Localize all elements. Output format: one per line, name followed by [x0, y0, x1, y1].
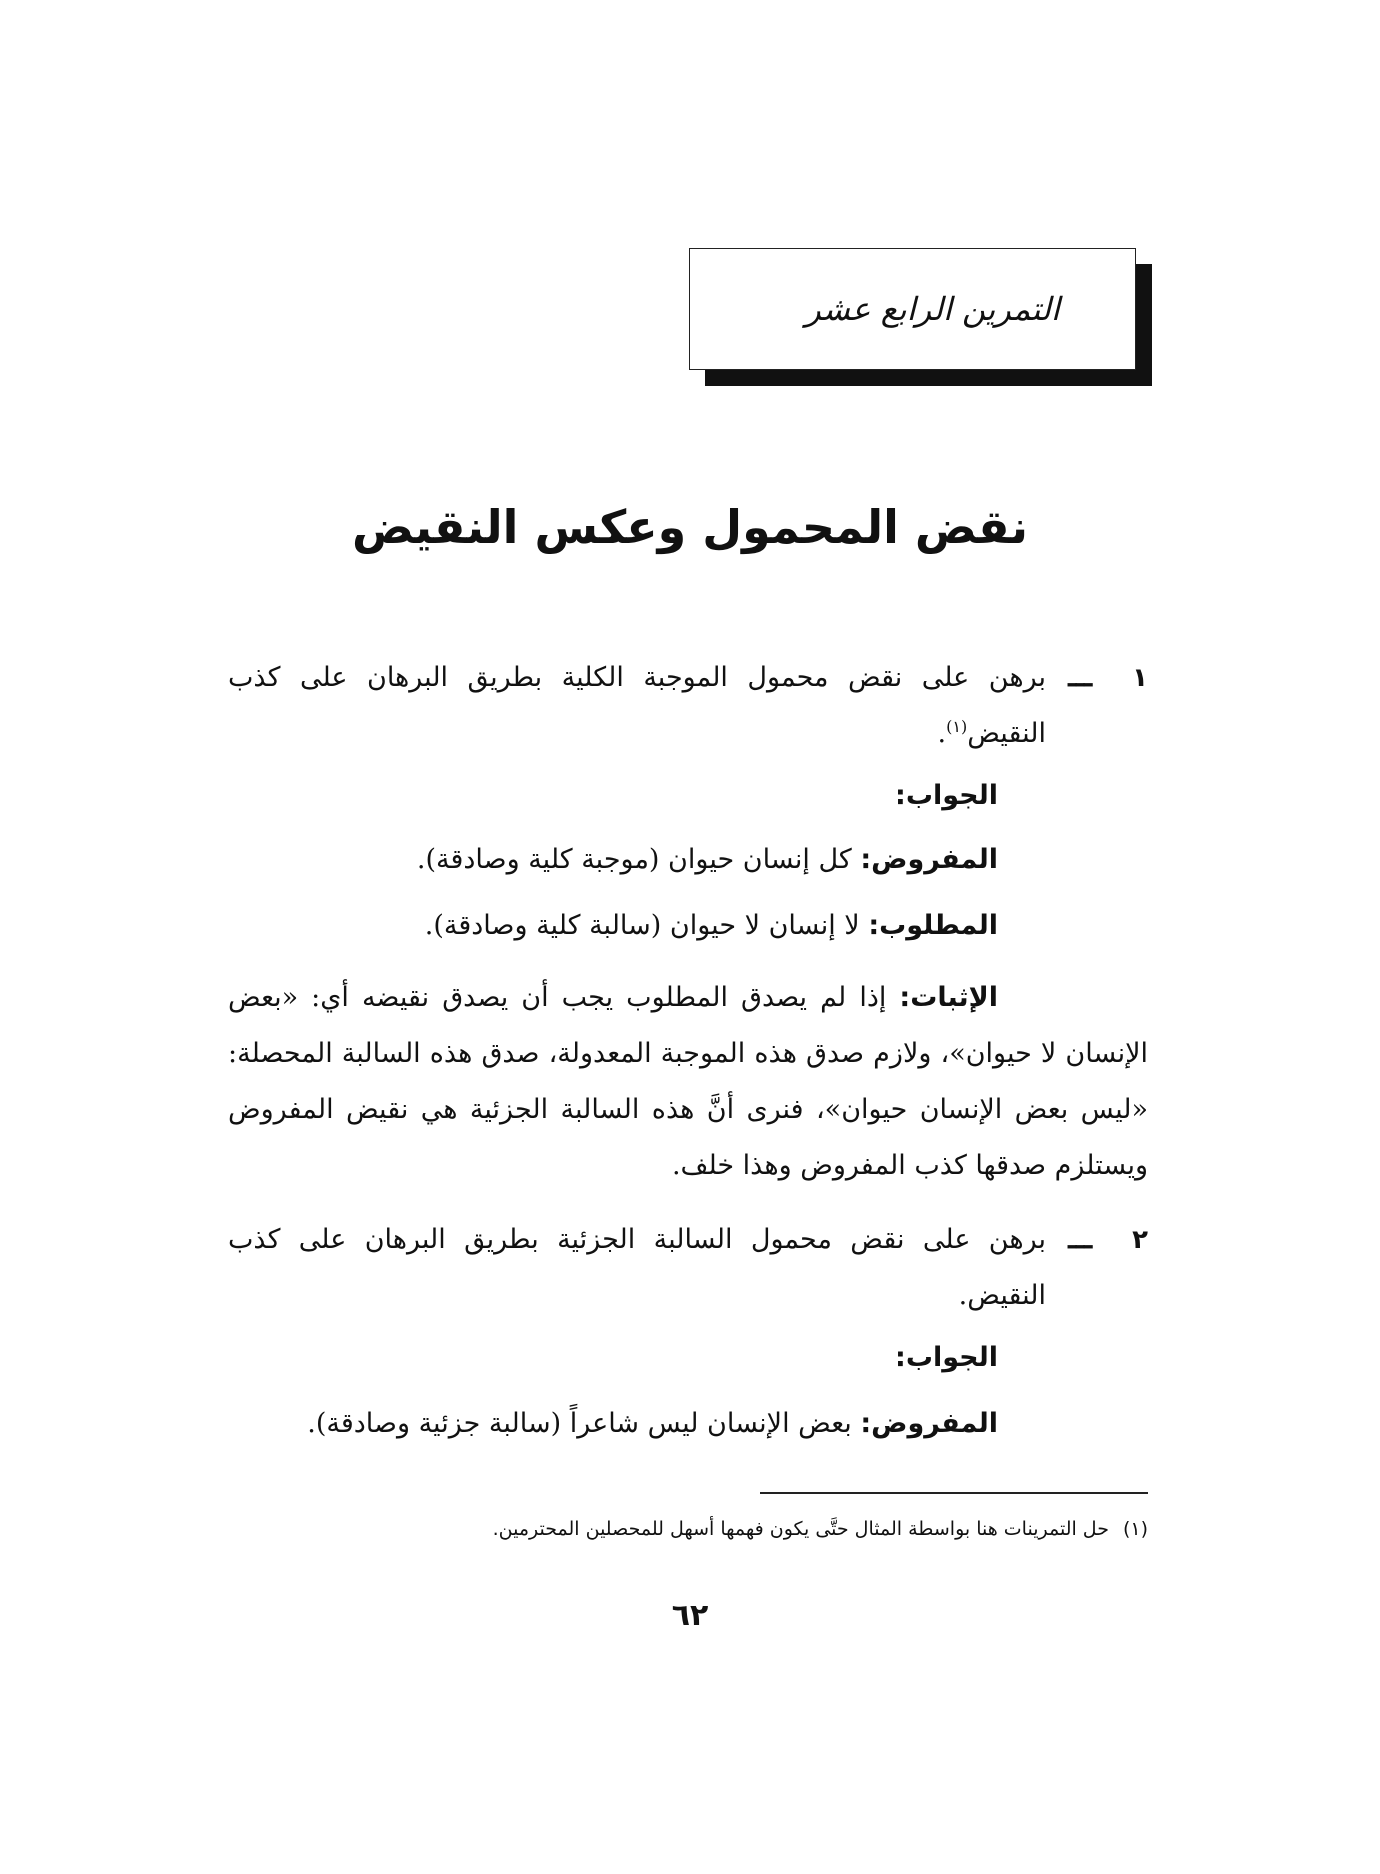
footnote [300, 1514, 1148, 1544]
answer-1-required [228, 898, 998, 954]
answer-1-premise [228, 832, 998, 888]
footnote-reference: (١) [946, 717, 968, 736]
footnote-number: (١) [1122, 1518, 1148, 1540]
question-1-end: . [937, 718, 947, 749]
answer-1-label-line [228, 768, 998, 824]
question-1-dash: ـــ [1068, 662, 1092, 693]
question-1-number: ١ [1132, 663, 1148, 693]
premise-2-text: بعض الإنسان ليس شاعراً (سالبة جزئية وصادقة). [307, 1408, 852, 1439]
proof-text: إذا لم يصدق المطلوب يجب أن يصدق نقيضه أي: «بعض الإنسان لا حيوان»، ولازم صدق هذه الموجبة المعدولة، صدق هذه السالبة المحصلة: «ليس بعض الإنسان حيوان»، فنرى أنَّ هذه السالبة الجزئية هي نقيض المفروض ويستلزم صدقها كذب المفروض وهذا خلف. [228, 982, 1148, 1181]
proof-label: الإثبات: [899, 982, 998, 1013]
premise-text: كل إنسان حيوان (موجبة كلية وصادقة). [416, 844, 852, 875]
answer-1-proof [228, 970, 1148, 1194]
question-1 [228, 650, 1148, 762]
page-body [228, 0, 1148, 1874]
answer-2-label-line [228, 1330, 998, 1386]
premise-label: المفروض: [860, 844, 998, 875]
exercise-title: التمرين الرابع عشر [805, 290, 1060, 328]
question-2 [228, 1212, 1148, 1324]
question-2-number: ٢ [1132, 1225, 1148, 1255]
question-1-text [228, 650, 1046, 762]
footnote-text: حل التمرينات هنا بواسطة المثال حتَّى يكون فهمها أسهل للمحصلين المحترمين. [492, 1518, 1109, 1540]
premise-2-label: المفروض: [860, 1408, 998, 1439]
answer-1-label: الجواب: [895, 780, 998, 811]
question-2-text: برهن على نقض محمول السالبة الجزئية بطريق البرهان على كذب النقيض. [228, 1224, 1046, 1311]
answer-2-premise [228, 1396, 998, 1452]
required-label: المطلوب: [868, 910, 998, 941]
answer-2-label: الجواب: [895, 1342, 998, 1373]
footnote-divider [760, 1492, 1148, 1494]
section-heading: نقض المحمول وعكس النقيض [351, 500, 1029, 554]
page-number: ٦٢ [671, 1598, 709, 1633]
question-1-body: برهن على نقض محمول الموجبة الكلية بطريق البرهان على كذب النقيض [228, 662, 1046, 749]
question-2-dash: ـــ [1068, 1224, 1092, 1255]
required-text: لا إنسان لا حيوان (سالبة كلية وصادقة). [424, 910, 860, 941]
